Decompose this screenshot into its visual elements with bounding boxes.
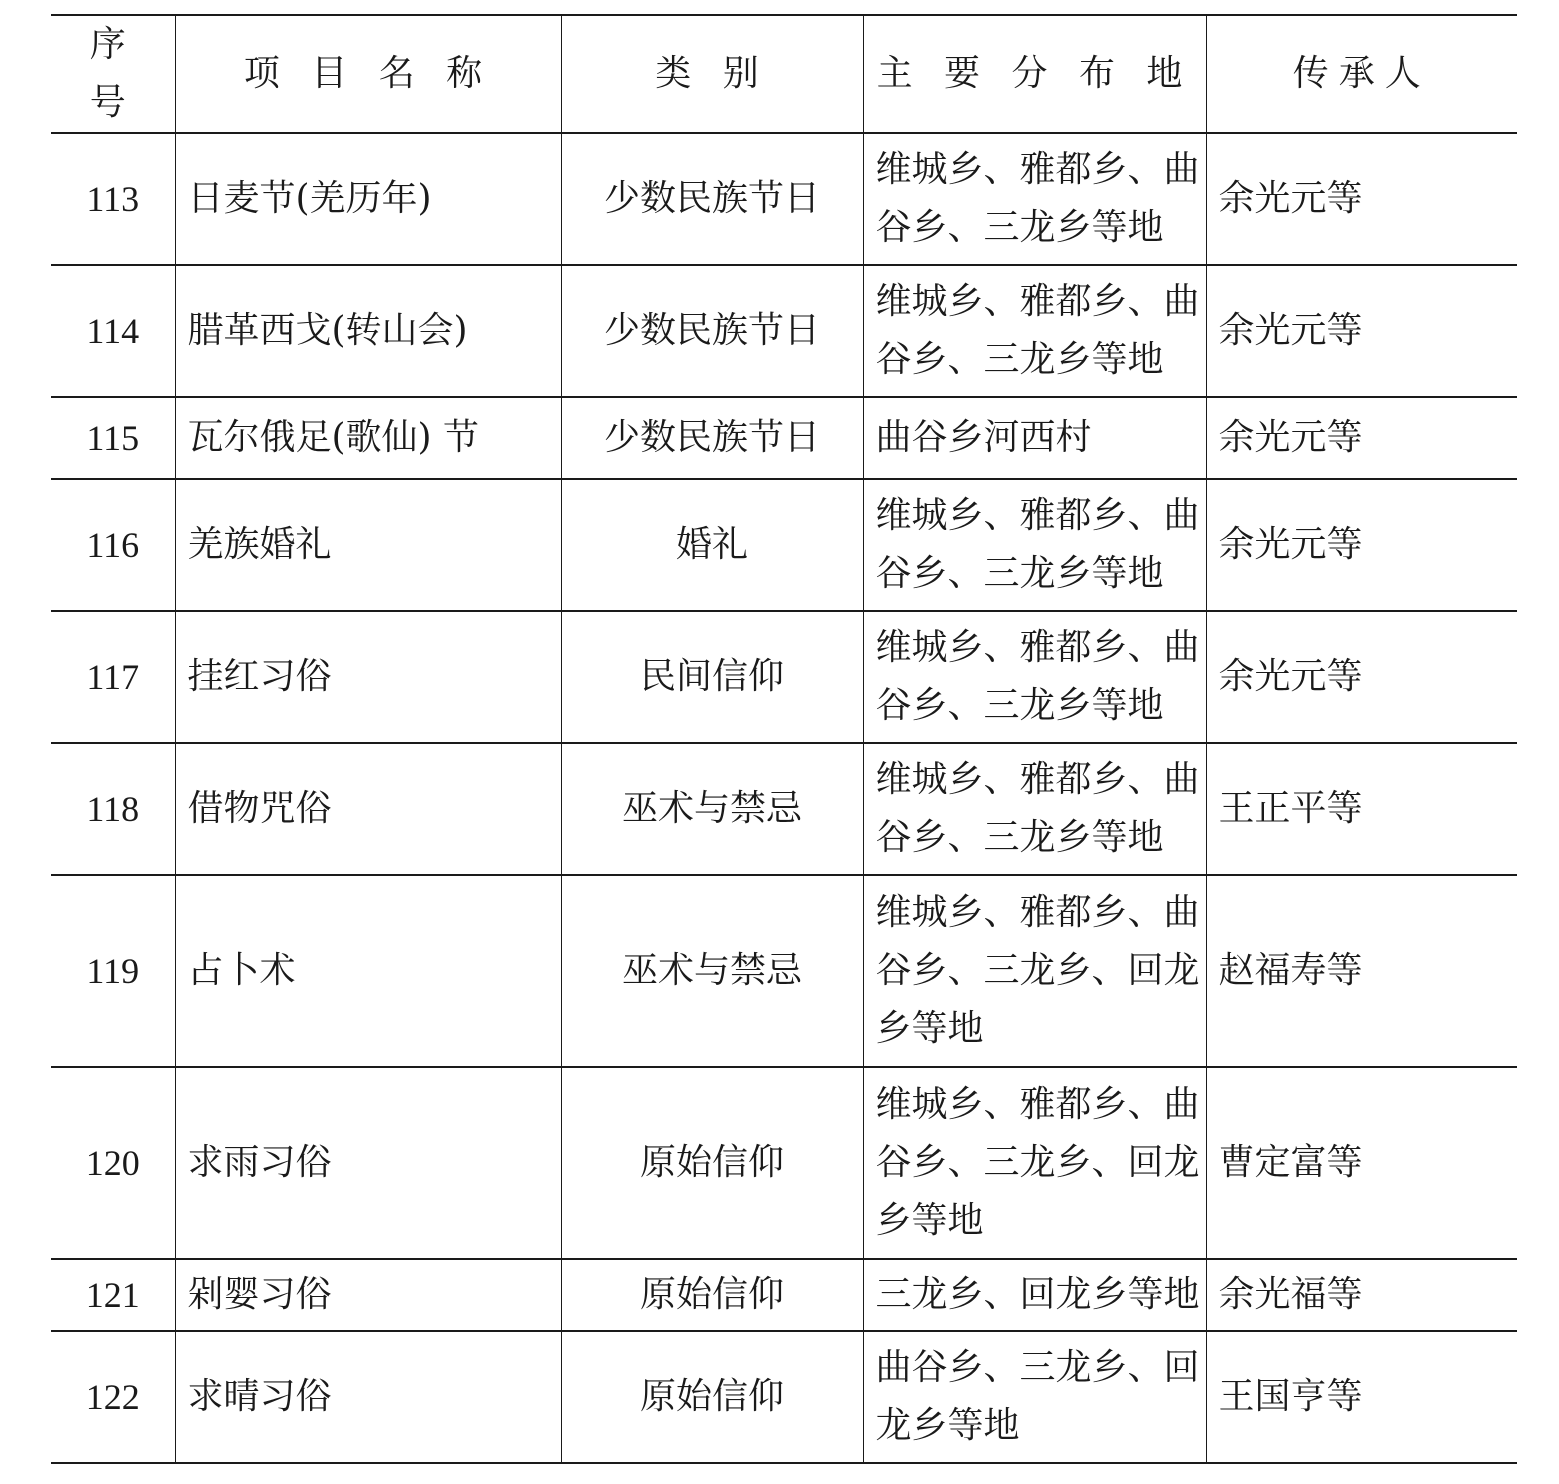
table-header — [51, 15, 1517, 133]
cell-heir: 曹定富等 — [1206, 1067, 1517, 1259]
cell-heir: 余光福等 — [1206, 1259, 1517, 1331]
cell-area: 维城乡、雅都乡、曲谷乡、三龙乡等地 — [863, 265, 1206, 397]
cell-no: 122 — [51, 1331, 175, 1463]
table-row — [51, 743, 1517, 875]
heritage-table — [51, 14, 1517, 1464]
cell-category: 少数民族节日 — [561, 133, 863, 265]
header-name: 项 目 名 称 — [175, 15, 561, 133]
cell-no: 114 — [51, 265, 175, 397]
cell-name: 日麦节(羌历年) — [175, 133, 561, 265]
table-row — [51, 875, 1517, 1067]
cell-name: 占卜术 — [175, 875, 561, 1067]
cell-heir: 余光元等 — [1206, 133, 1517, 265]
cell-category: 巫术与禁忌 — [561, 875, 863, 1067]
header-heir: 传承人 — [1206, 15, 1517, 133]
table-body — [51, 133, 1517, 1463]
cell-name: 羌族婚礼 — [175, 479, 561, 611]
cell-area: 曲谷乡、三龙乡、回龙乡等地 — [863, 1331, 1206, 1463]
cell-area: 三龙乡、回龙乡等地 — [863, 1259, 1206, 1331]
cell-area: 维城乡、雅都乡、曲谷乡、三龙乡等地 — [863, 133, 1206, 265]
cell-area: 维城乡、雅都乡、曲谷乡、三龙乡等地 — [863, 611, 1206, 743]
cell-heir: 王正平等 — [1206, 743, 1517, 875]
cell-no: 118 — [51, 743, 175, 875]
cell-no: 119 — [51, 875, 175, 1067]
header-area: 主 要 分 布 地 — [863, 15, 1206, 133]
cell-area: 维城乡、雅都乡、曲谷乡、三龙乡等地 — [863, 479, 1206, 611]
cell-area: 维城乡、雅都乡、曲谷乡、三龙乡、回龙乡等地 — [863, 1067, 1206, 1259]
cell-no: 121 — [51, 1259, 175, 1331]
cell-area: 曲谷乡河西村 — [863, 397, 1206, 479]
cell-area: 维城乡、雅都乡、曲谷乡、三龙乡、回龙乡等地 — [863, 875, 1206, 1067]
cell-no: 115 — [51, 397, 175, 479]
header-category: 类 别 — [561, 15, 863, 133]
cell-name: 求晴习俗 — [175, 1331, 561, 1463]
table-row — [51, 1259, 1517, 1331]
cell-category: 少数民族节日 — [561, 265, 863, 397]
cell-no: 116 — [51, 479, 175, 611]
cell-name: 腊革西戈(转山会) — [175, 265, 561, 397]
cell-category: 巫术与禁忌 — [561, 743, 863, 875]
cell-area: 维城乡、雅都乡、曲谷乡、三龙乡等地 — [863, 743, 1206, 875]
table-row — [51, 479, 1517, 611]
cell-name: 剁婴习俗 — [175, 1259, 561, 1331]
header-row — [51, 15, 1517, 133]
table-row — [51, 265, 1517, 397]
cell-heir: 王国亨等 — [1206, 1331, 1517, 1463]
cell-category: 原始信仰 — [561, 1331, 863, 1463]
table-row — [51, 1067, 1517, 1259]
cell-heir: 余光元等 — [1206, 265, 1517, 397]
cell-category: 原始信仰 — [561, 1067, 863, 1259]
cell-name: 借物咒俗 — [175, 743, 561, 875]
header-no: 序 号 — [51, 15, 175, 133]
cell-heir: 余光元等 — [1206, 397, 1517, 479]
table-row — [51, 397, 1517, 479]
cell-name: 求雨习俗 — [175, 1067, 561, 1259]
cell-heir: 余光元等 — [1206, 611, 1517, 743]
cell-name: 挂红习俗 — [175, 611, 561, 743]
table-row — [51, 133, 1517, 265]
cell-category: 民间信仰 — [561, 611, 863, 743]
cell-category: 婚礼 — [561, 479, 863, 611]
cell-category: 原始信仰 — [561, 1259, 863, 1331]
cell-name: 瓦尔俄足(歌仙) 节 — [175, 397, 561, 479]
cell-heir: 余光元等 — [1206, 479, 1517, 611]
cell-category: 少数民族节日 — [561, 397, 863, 479]
table-row — [51, 1331, 1517, 1463]
table-row — [51, 611, 1517, 743]
cell-heir: 赵福寿等 — [1206, 875, 1517, 1067]
cell-no: 120 — [51, 1067, 175, 1259]
cell-no: 113 — [51, 133, 175, 265]
cell-no: 117 — [51, 611, 175, 743]
